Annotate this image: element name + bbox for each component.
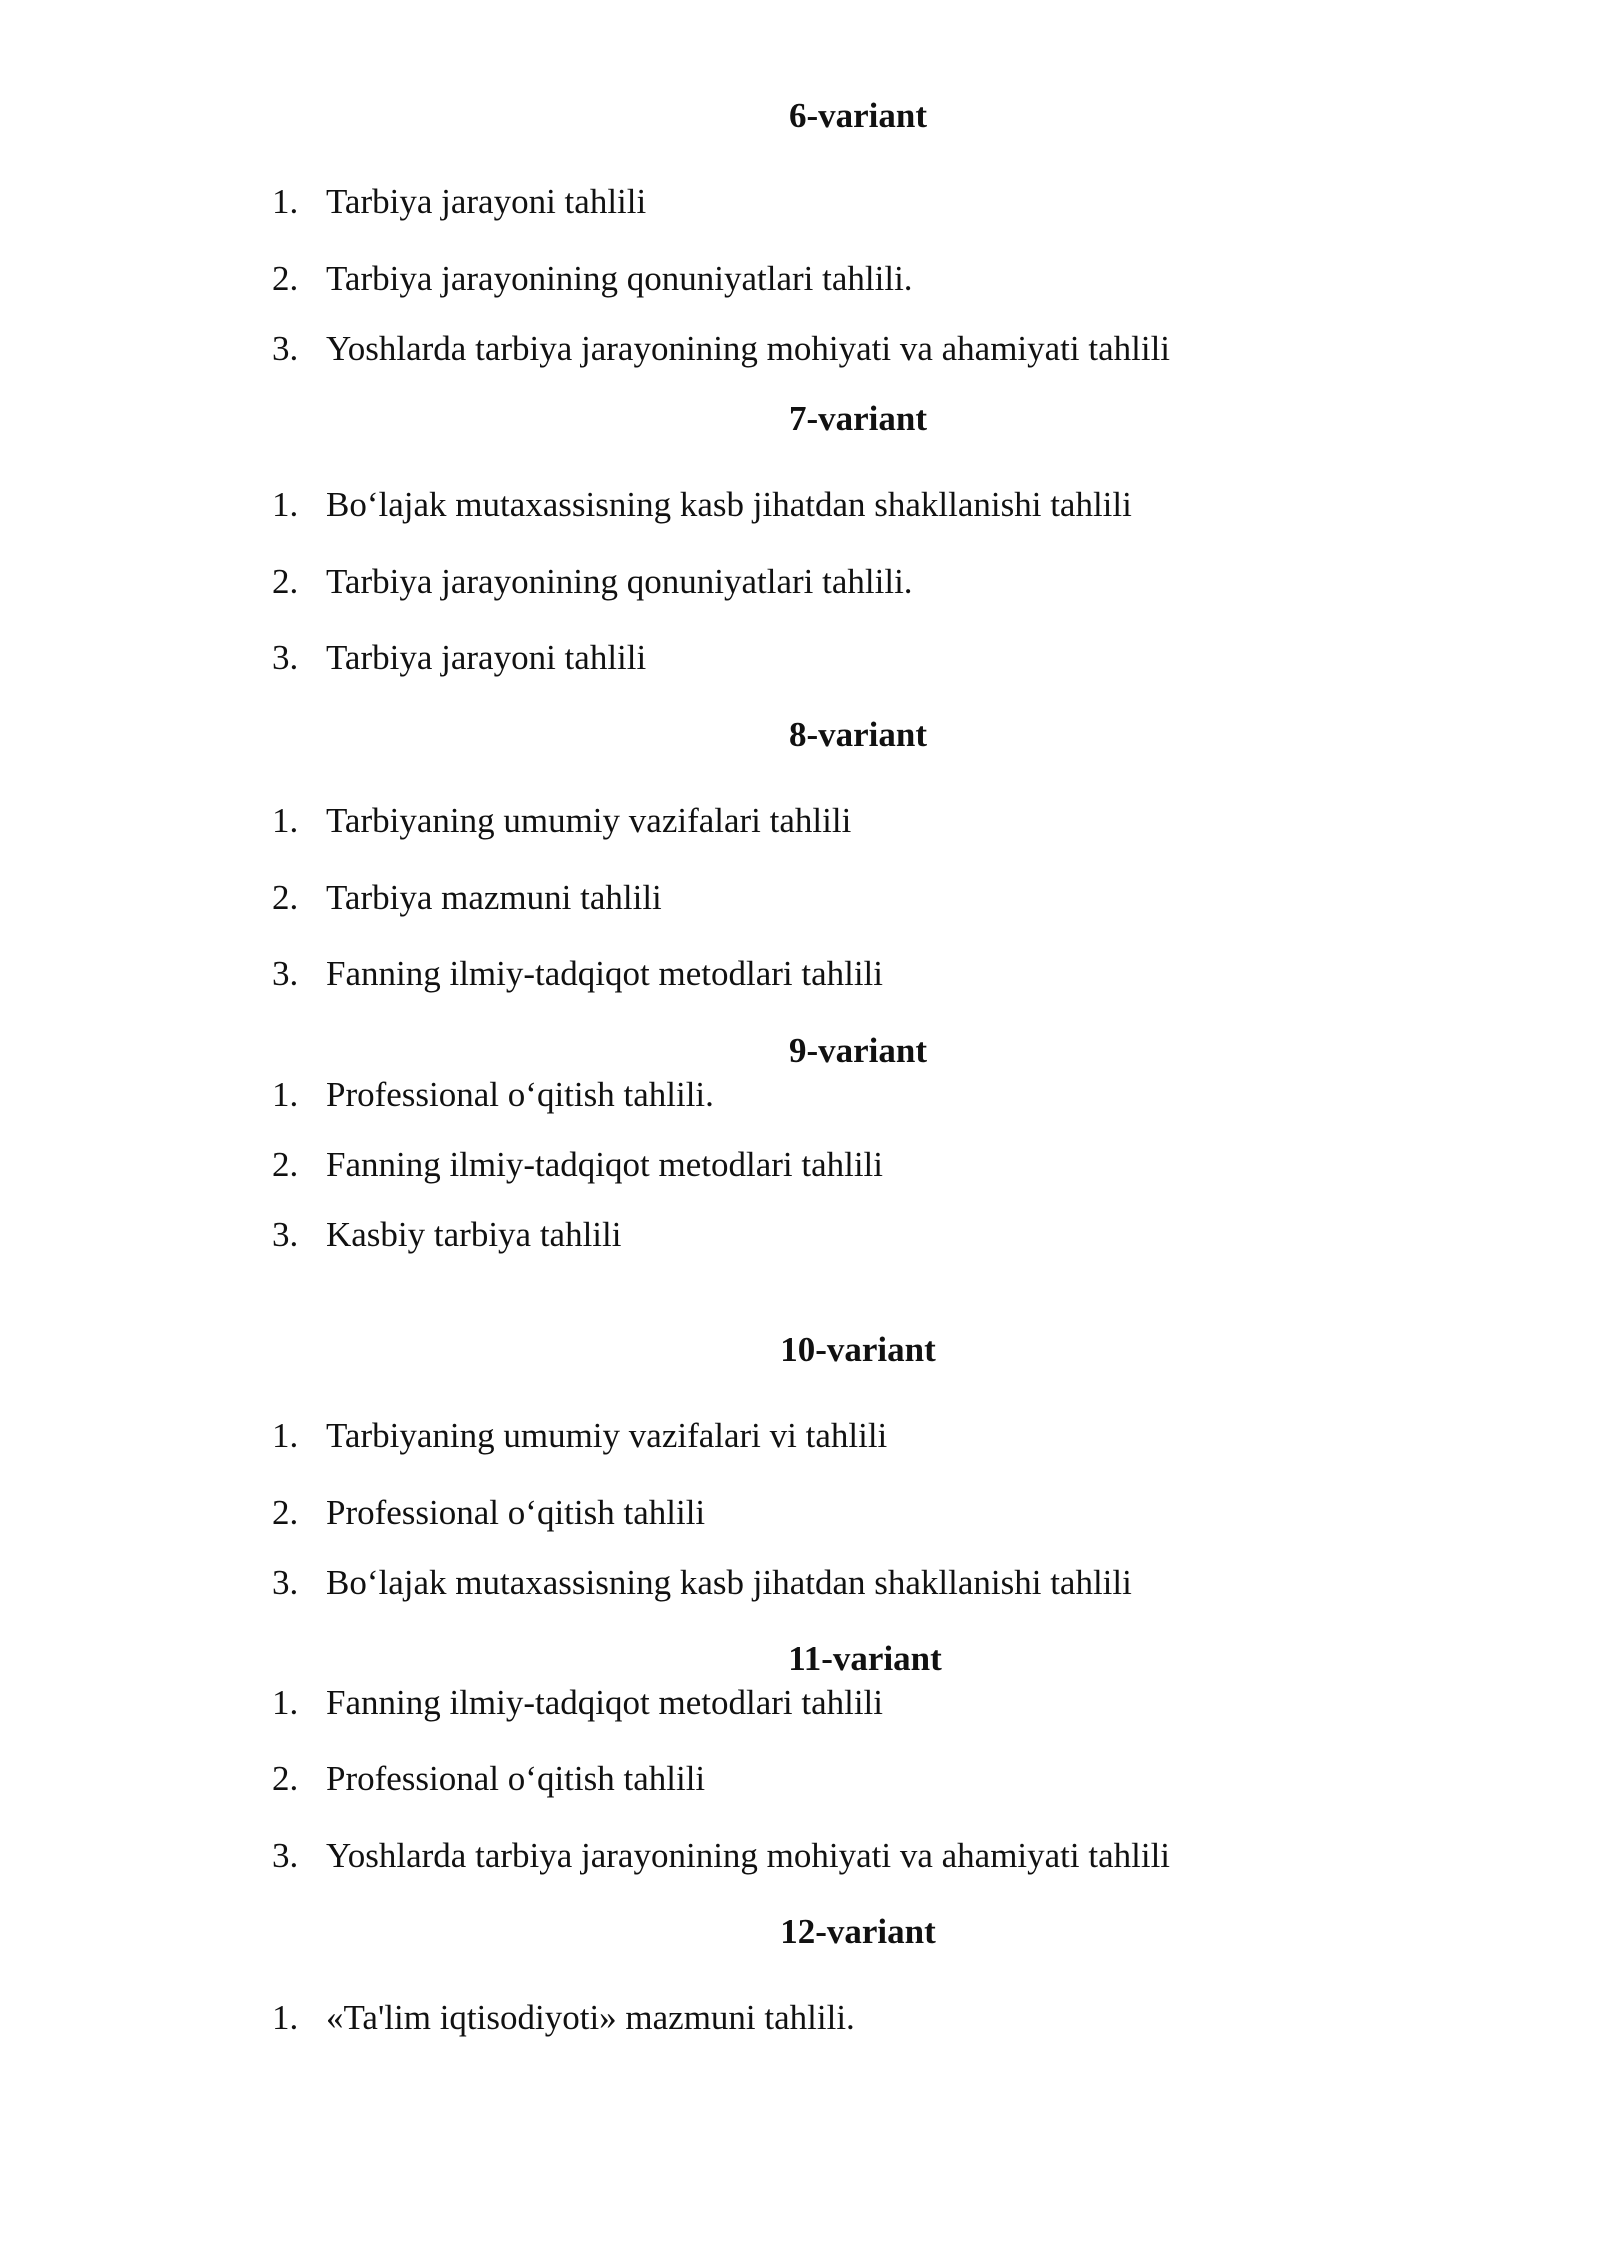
list-text: Professional o‘qitish tahlili xyxy=(326,1493,706,1532)
list-number: 1. xyxy=(272,1998,299,2037)
list-item xyxy=(272,1075,714,1115)
list-number: 1. xyxy=(272,1416,299,1455)
list-item xyxy=(272,954,883,994)
list-text: Fanning ilmiy-tadqiqot metodlari tahlili xyxy=(326,954,884,993)
list-text: Tarbiya jarayoni tahlili xyxy=(326,182,647,221)
list-text: Bo‘lajak mutaxassisning kasb jihatdan shakllanishi tahlili xyxy=(326,485,1132,524)
list-item xyxy=(272,1145,883,1185)
list-number: 3. xyxy=(272,329,299,368)
list-text: Tarbiya jarayonining qonuniyatlari tahlili. xyxy=(326,259,913,298)
list-item xyxy=(272,1416,887,1456)
list-item xyxy=(272,1998,855,2038)
list-number: 1. xyxy=(272,1075,299,1114)
list-number: 2. xyxy=(272,1145,299,1184)
list-text: Tarbiya jarayonining qonuniyatlari tahlili. xyxy=(326,562,913,601)
list-item xyxy=(272,259,913,299)
section-heading-7: 7-variant xyxy=(788,399,928,438)
list-item xyxy=(272,638,646,678)
list-text: Professional o‘qitish tahlili. xyxy=(326,1075,714,1114)
section-heading-10: 10-variant xyxy=(780,1330,936,1369)
list-number: 2. xyxy=(272,878,299,917)
list-text: Fanning ilmiy-tadqiqot metodlari tahlili xyxy=(326,1683,884,1722)
list-text: Fanning ilmiy-tadqiqot metodlari tahlili xyxy=(326,1145,884,1184)
list-number: 3. xyxy=(272,1563,299,1602)
list-item xyxy=(272,1683,883,1723)
list-text: Tarbiya jarayoni tahlili xyxy=(326,638,647,677)
list-text: Tarbiyaning umumiy vazifalari tahlili xyxy=(326,801,852,840)
list-item xyxy=(272,801,851,841)
list-number: 3. xyxy=(272,638,299,677)
list-text: Yoshlarda tarbiya jarayonining mohiyati va ahamiyati tahlili xyxy=(326,329,1171,368)
list-item xyxy=(272,485,1132,525)
list-number: 3. xyxy=(272,954,299,993)
list-item xyxy=(272,878,662,918)
list-number: 1. xyxy=(272,1683,299,1722)
list-number: 2. xyxy=(272,259,299,298)
list-item xyxy=(272,1563,1132,1603)
section-heading-12: 12-variant xyxy=(780,1912,936,1951)
section-heading-8: 8-variant xyxy=(788,715,928,754)
section-heading-9: 9-variant xyxy=(788,1031,928,1070)
list-text: Kasbiy tarbiya tahlili xyxy=(326,1215,622,1254)
list-item xyxy=(272,1215,621,1255)
list-item xyxy=(272,1493,705,1533)
list-number: 1. xyxy=(272,485,299,524)
list-number: 2. xyxy=(272,1759,299,1798)
list-number: 2. xyxy=(272,1493,299,1532)
list-number: 1. xyxy=(272,182,299,221)
list-text: Tarbiyaning umumiy vazifalari vi tahlili xyxy=(326,1416,888,1455)
list-item xyxy=(272,182,646,222)
list-item xyxy=(272,329,1170,369)
list-item xyxy=(272,1836,1170,1876)
list-number: 1. xyxy=(272,801,299,840)
list-text: Yoshlarda tarbiya jarayonining mohiyati va ahamiyati tahlili xyxy=(326,1836,1171,1875)
section-heading-6: 6-variant xyxy=(788,96,928,135)
list-item xyxy=(272,562,913,602)
list-text: «Ta'lim iqtisodiyoti» mazmuni tahlili. xyxy=(326,1998,855,2037)
list-item xyxy=(272,1759,705,1799)
list-number: 3. xyxy=(272,1215,299,1254)
list-text: Bo‘lajak mutaxassisning kasb jihatdan shakllanishi tahlili xyxy=(326,1563,1132,1602)
list-text: Professional o‘qitish tahlili xyxy=(326,1759,706,1798)
list-number: 3. xyxy=(272,1836,299,1875)
section-heading-11: 11-variant xyxy=(788,1639,942,1678)
list-text: Tarbiya mazmuni tahlili xyxy=(326,878,662,917)
list-number: 2. xyxy=(272,562,299,601)
